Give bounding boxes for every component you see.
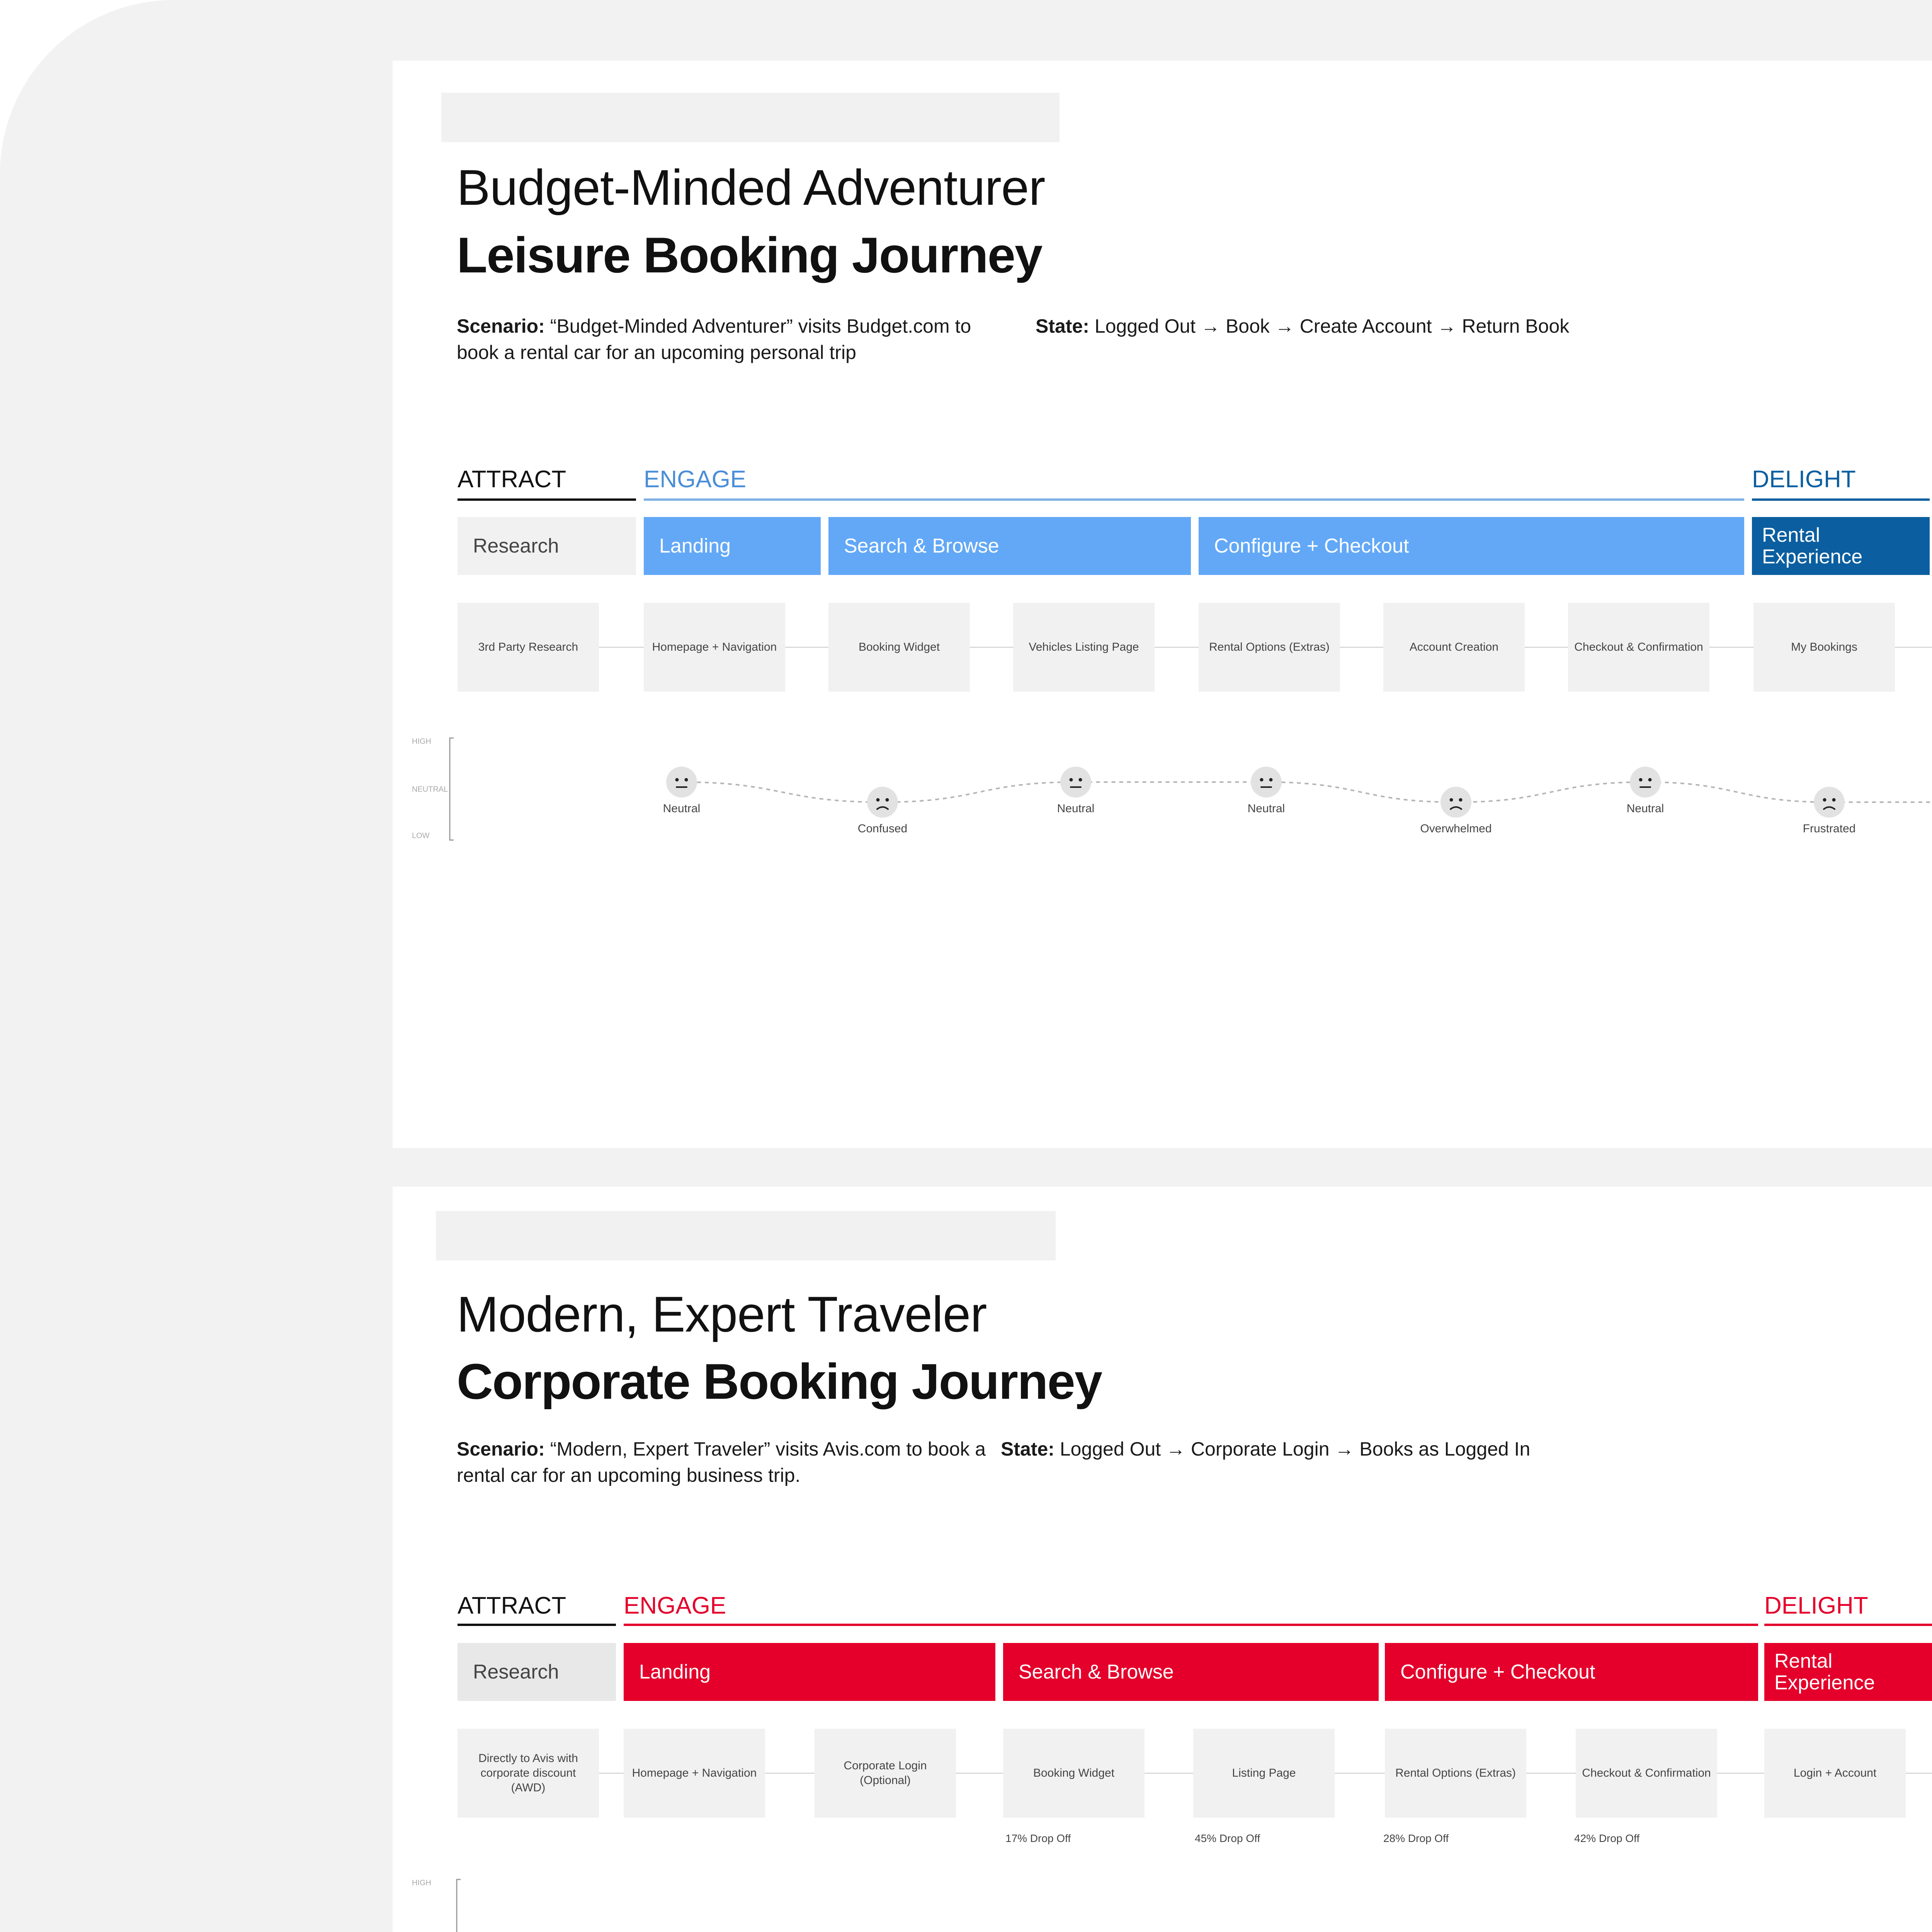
stage-landing: Landing [644, 517, 821, 575]
state-label: State: [1001, 1438, 1054, 1460]
scenario-text: “Modern, Expert Traveler” visits Avis.com to book a rental car for an upcoming business trip. [457, 1438, 986, 1486]
emotion-label: Neutral [1247, 802, 1285, 815]
emotion-label: Neutral [1057, 802, 1095, 815]
phase-attract: ATTRACT [457, 1592, 566, 1619]
persona-title: Budget-Minded Adventurer [457, 159, 1045, 216]
axis-neutral: NEUTRAL [412, 785, 448, 794]
scenario-label: Scenario: [457, 1438, 545, 1460]
step-card: Booking Widget [828, 603, 970, 692]
step-card: Directly to Avis with corporate discount (AWD) [457, 1729, 599, 1818]
stage-rental-experience: Rental Experience [1764, 1643, 1932, 1701]
axis-high: HIGH [412, 737, 431, 746]
phase-delight: DELIGHT [1752, 466, 1856, 493]
step-card: Login + Account [1764, 1729, 1906, 1818]
phase-attract: ATTRACT [457, 466, 566, 493]
stage-configure-checkout: Configure + Checkout [1385, 1643, 1758, 1701]
emotion-label: Overwhelmed [1420, 822, 1492, 835]
step-card: Corporate Login (Optional) [815, 1729, 956, 1818]
step-card: Booking Widget [1003, 1729, 1145, 1818]
stage-research: Research [457, 517, 636, 575]
emotion-label: Neutral [663, 802, 701, 815]
step-card: 3rd Party Research [457, 603, 599, 692]
stage-search-browse: Search & Browse [1003, 1643, 1379, 1701]
step-card: My Bookings [1753, 603, 1895, 692]
journey-title: Leisure Booking Journey [457, 227, 1042, 283]
state-label: State: [1036, 315, 1089, 337]
step-card: Rental Options (Extras) [1199, 603, 1340, 692]
axis-high: HIGH [412, 1879, 431, 1887]
phase-delight: DELIGHT [1764, 1592, 1868, 1619]
dropoff-label: 42% Drop Off [1574, 1832, 1640, 1844]
stage-research: Research [457, 1643, 616, 1701]
step-card: Checkout & Confirmation [1576, 1729, 1717, 1818]
step-card: Vehicles Listing Page [1013, 603, 1155, 692]
dropoff-label: 45% Drop Off [1195, 1832, 1260, 1844]
scenario-label: Scenario: [457, 315, 545, 337]
journey-title: Corporate Booking Journey [457, 1353, 1102, 1410]
axis-low: LOW [412, 832, 430, 840]
step-card: Account Creation [1383, 603, 1525, 692]
state-text: Logged Out → Corporate Login → Books as Logged In [1060, 1438, 1531, 1460]
stage-configure-checkout: Configure + Checkout [1199, 517, 1744, 575]
step-card: Checkout & Confirmation [1568, 603, 1709, 692]
stage-rental-experience: Rental Experience [1752, 517, 1930, 575]
persona-title: Modern, Expert Traveler [457, 1286, 987, 1342]
step-card: Homepage + Navigation [624, 1729, 765, 1818]
stage-search-browse: Search & Browse [828, 517, 1191, 575]
dropoff-label: 28% Drop Off [1383, 1832, 1449, 1844]
dropoff-label: 17% Drop Off [1005, 1832, 1071, 1844]
phase-engage: ENGAGE [644, 466, 747, 493]
step-card: Rental Options (Extras) [1385, 1729, 1526, 1818]
emotion-label: Confused [857, 822, 908, 835]
scenario-text: “Budget-Minded Adventurer” visits Budget.com to book a rental car for an upcoming personal trip [457, 315, 971, 363]
step-card: Listing Page [1193, 1729, 1335, 1818]
stage-landing: Landing [624, 1643, 995, 1701]
phase-engage: ENGAGE [624, 1592, 726, 1619]
state-text: Logged Out → Book → Create Account → Return Book [1094, 315, 1570, 337]
step-card: Homepage + Navigation [644, 603, 785, 692]
emotion-label: Frustrated [1803, 822, 1856, 835]
emotion-label: Neutral [1626, 802, 1664, 815]
